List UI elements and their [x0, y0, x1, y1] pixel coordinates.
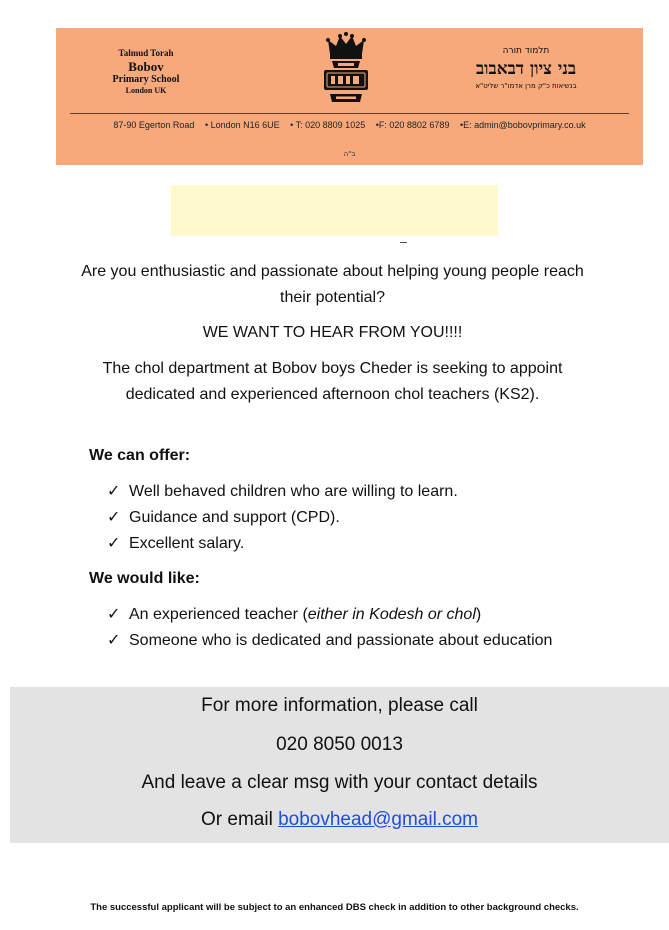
like-heading: We would like:: [89, 570, 200, 587]
hebrew-line3: בנשיאות כ"ק מרן אדמו"ר שליט"א: [475, 82, 577, 90]
city-text: • London N16 6UE: [204, 120, 280, 130]
contact-info-band: [10, 687, 669, 843]
info-email-line: [10, 808, 669, 832]
italic-note: either in Kodesh or chol: [307, 606, 476, 623]
list-item: ✓ Guidance and support (CPD).: [107, 505, 577, 531]
intro-shout: WE WANT TO HEAR FROM YOU!!!!: [202, 324, 463, 341]
school-name-hebrew: [441, 45, 611, 91]
list-item: ✓ Well behaved children who are willing to learn.: [107, 479, 577, 505]
address-text: 87-90 Egerton Road: [113, 120, 195, 130]
checkmark-icon: ✓: [107, 535, 121, 552]
school-name-line3: Primary School: [112, 74, 180, 85]
offer-heading: We can offer:: [89, 447, 191, 464]
letterhead-contact-line: [56, 120, 643, 130]
school-name-line1: Talmud Torah: [118, 48, 174, 58]
list-item: ✓ Excellent salary.: [107, 531, 577, 557]
checkmark-icon: ✓: [107, 606, 121, 623]
checkmark-icon: ✓: [107, 632, 121, 649]
school-crest-logo: [318, 32, 374, 108]
school-name-english: [96, 48, 196, 96]
letterhead-divider: [70, 113, 629, 114]
info-message-text: And leave a clear msg with your contact details: [141, 772, 538, 793]
hebrew-line2: בני ציון דבאבוב: [475, 59, 577, 79]
checkmark-icon: ✓: [107, 509, 121, 526]
intro-question: Are you enthusiastic and passionate about helping young people reach their potential?: [81, 263, 584, 306]
phone-text: • T: 020 8809 1025: [290, 120, 366, 130]
fax-text: •F: 020 8802 6789: [375, 120, 450, 130]
list-item: ✓ An experienced teacher (either in Kodesh or chol): [107, 602, 577, 628]
email-text: •E: admin@bobovprimary.co.uk: [459, 120, 586, 130]
like-list: [107, 602, 577, 654]
highlight-box: [171, 185, 498, 236]
email-prefix: Or email: [201, 809, 279, 830]
offer-list: [107, 479, 577, 557]
bsd-mark: ב"ה: [343, 150, 356, 158]
dash-mark: [400, 242, 407, 243]
school-name-line4: London UK: [125, 86, 167, 95]
email-link[interactable]: bobovhead@gmail.com: [278, 809, 478, 830]
hebrew-line1: תלמוד תורה: [502, 46, 550, 56]
letterhead: [56, 28, 643, 165]
info-phone: 020 8050 0013: [276, 734, 403, 755]
school-name-line2: Bobov: [128, 59, 164, 74]
info-call-text: For more information, please call: [201, 695, 478, 716]
list-item: ✓ Someone who is dedicated and passionate about education: [107, 628, 577, 654]
footnote: The successful applicant will be subject to an enhanced DBS check in addition to other background checks.: [90, 902, 579, 913]
checkmark-icon: ✓: [107, 483, 121, 500]
intro-description: The chol department at Bobov boys Cheder is seeking to appoint dedicated and experienced afternoon chol teachers (KS2).: [102, 360, 563, 403]
